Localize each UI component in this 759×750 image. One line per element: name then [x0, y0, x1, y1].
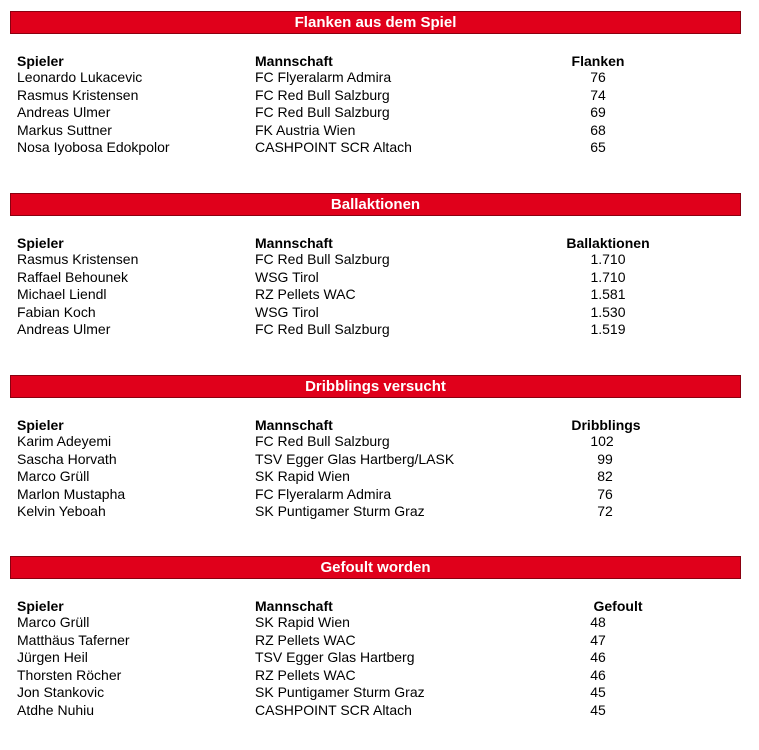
header-spieler: Spieler: [17, 417, 64, 433]
header-spieler: Spieler: [17, 598, 64, 614]
team-name: FC Flyeralarm Admira: [255, 485, 392, 502]
player-name: Sascha Horvath: [17, 450, 117, 467]
team-name: FC Red Bull Salzburg: [255, 321, 390, 338]
stat-value: 69: [590, 104, 606, 121]
team-name: WSG Tirol: [255, 303, 319, 320]
team-name: FC Red Bull Salzburg: [255, 86, 390, 103]
player-name: Andreas Ulmer: [17, 321, 111, 338]
table-row: [10, 649, 741, 667]
section-title: Gefoult worden: [10, 556, 741, 579]
stat-value: 68: [590, 121, 606, 138]
player-name: Marlon Mustapha: [17, 485, 126, 502]
table-header: [10, 236, 741, 251]
team-name: SK Rapid Wien: [255, 614, 350, 630]
table-row: [10, 667, 741, 685]
team-name: FC Red Bull Salzburg: [255, 251, 390, 267]
table-header: [10, 418, 741, 433]
header-value: Flanken: [571, 53, 625, 69]
stats-table: [10, 236, 741, 339]
table-row: [10, 486, 741, 504]
team-name: SK Rapid Wien: [255, 468, 350, 485]
player-name: Jon Stankovic: [17, 684, 105, 701]
stats-table: [10, 54, 741, 157]
player-name: Rasmus Kristensen: [17, 86, 139, 103]
table-row: [10, 451, 741, 469]
team-name: FC Flyeralarm Admira: [255, 69, 392, 85]
stat-value: 1.710: [590, 251, 626, 267]
section-title: Ballaktionen: [10, 193, 741, 216]
player-name: Marco Grüll: [17, 614, 90, 630]
table-row: [10, 614, 741, 632]
section-gefoult: [10, 556, 741, 720]
player-name: Leonardo Lukacevic: [17, 69, 143, 85]
stat-value: 65: [590, 139, 606, 156]
player-name: Andreas Ulmer: [17, 104, 111, 121]
team-name: FK Austria Wien: [255, 121, 356, 138]
player-name: Atdhe Nuhiu: [17, 701, 95, 718]
stat-value: 45: [590, 701, 606, 718]
section-title: Dribblings versucht: [10, 375, 741, 398]
stat-value: 48: [590, 614, 606, 630]
section-dribblings: [10, 375, 741, 521]
team-name: RZ Pellets WAC: [255, 286, 356, 303]
header-mannschaft: Mannschaft: [255, 235, 333, 251]
header-mannschaft: Mannschaft: [255, 598, 333, 614]
stat-value: 1.519: [590, 321, 626, 338]
player-name: Marco Grüll: [17, 468, 90, 485]
stat-value: 45: [590, 684, 606, 701]
team-name: CASHPOINT SCR Altach: [255, 701, 412, 718]
stat-value: 47: [590, 631, 606, 648]
table-row: [10, 304, 741, 322]
stats-table: [10, 599, 741, 720]
header-value: Gefoult: [593, 598, 643, 614]
stat-value: 74: [590, 86, 606, 103]
stat-value: 99: [597, 450, 613, 467]
player-name: Thorsten Röcher: [17, 666, 122, 683]
team-name: RZ Pellets WAC: [255, 666, 356, 683]
header-mannschaft: Mannschaft: [255, 53, 333, 69]
stat-value: 46: [590, 666, 606, 683]
table-row: [10, 321, 741, 339]
header-value: Ballaktionen: [566, 235, 650, 251]
team-name: TSV Egger Glas Hartberg: [255, 649, 415, 666]
header-value: Dribblings: [571, 417, 641, 433]
player-name: Kelvin Yeboah: [17, 503, 106, 520]
table-header: [10, 54, 741, 69]
player-name: Michael Liendl: [17, 286, 107, 303]
section-title: Flanken aus dem Spiel: [10, 11, 741, 34]
table-row: [10, 69, 741, 87]
team-name: RZ Pellets WAC: [255, 631, 356, 648]
table-row: [10, 104, 741, 122]
table-row: [10, 286, 741, 304]
table-row: [10, 87, 741, 105]
player-name: Matthäus Taferner: [17, 631, 130, 648]
stat-value: 1.710: [590, 268, 626, 285]
stat-value: 102: [590, 433, 614, 449]
team-name: SK Puntigamer Sturm Graz: [255, 503, 425, 520]
table-row: [10, 468, 741, 486]
team-name: TSV Egger Glas Hartberg/LASK: [255, 450, 455, 467]
header-spieler: Spieler: [17, 53, 64, 69]
team-name: CASHPOINT SCR Altach: [255, 139, 412, 156]
team-name: WSG Tirol: [255, 268, 319, 285]
table-header: [10, 599, 741, 614]
stat-value: 72: [597, 503, 613, 520]
section-flanken: [10, 11, 741, 157]
player-name: Karim Adeyemi: [17, 433, 112, 449]
stat-value: 46: [590, 649, 606, 666]
player-name: Nosa Iyobosa Edokpolor: [17, 139, 170, 156]
table-row: [10, 702, 741, 720]
header-spieler: Spieler: [17, 235, 64, 251]
table-row: [10, 139, 741, 157]
table-row: [10, 503, 741, 521]
player-name: Jürgen Heil: [17, 649, 88, 666]
stat-value: 1.581: [590, 286, 626, 303]
table-row: [10, 632, 741, 650]
player-name: Markus Suttner: [17, 121, 112, 138]
player-name: Raffael Behounek: [17, 268, 129, 285]
stat-value: 76: [590, 69, 606, 85]
table-row: [10, 251, 741, 269]
player-name: Rasmus Kristensen: [17, 251, 139, 267]
team-name: FC Red Bull Salzburg: [255, 104, 390, 121]
table-row: [10, 684, 741, 702]
stats-table: [10, 418, 741, 521]
table-row: [10, 433, 741, 451]
stat-value: 82: [597, 468, 613, 485]
team-name: SK Puntigamer Sturm Graz: [255, 684, 425, 701]
stat-value: 1.530: [590, 303, 626, 320]
table-row: [10, 122, 741, 140]
section-ballaktionen: [10, 193, 741, 339]
table-row: [10, 269, 741, 287]
header-mannschaft: Mannschaft: [255, 417, 333, 433]
stat-value: 76: [597, 485, 613, 502]
player-name: Fabian Koch: [17, 303, 96, 320]
team-name: FC Red Bull Salzburg: [255, 433, 390, 449]
